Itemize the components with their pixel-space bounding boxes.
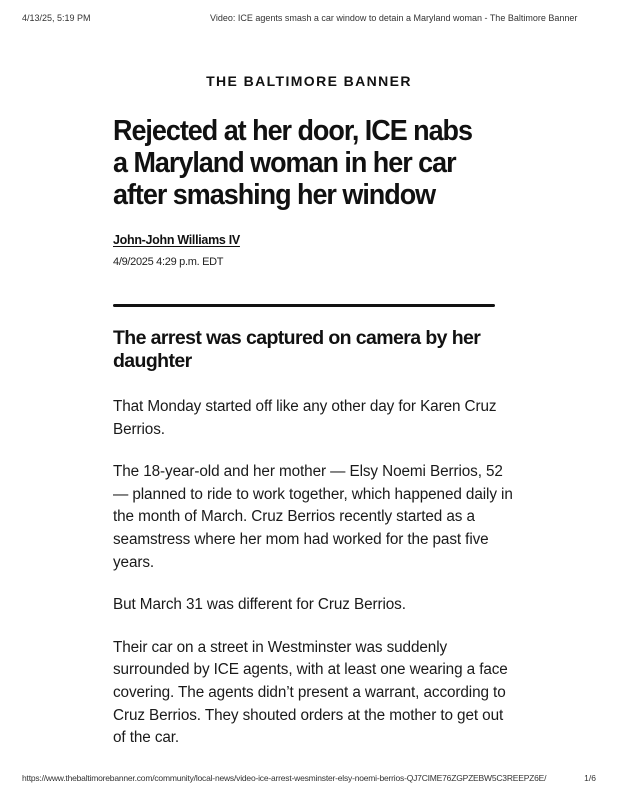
page-indicator: 1/6	[584, 773, 596, 783]
masthead-logo[interactable]: THE BALTIMORE BANNER	[206, 73, 412, 89]
body-paragraph: The 18-year-old and her mother — Elsy Noemi Berrios, 52 — planned to ride to work together, which happened daily in the month of March. Cruz Berrios recently started as a seamstress where her mom had worked for the past five years.	[113, 463, 513, 571]
publish-timestamp: 4/9/2025 4:29 p.m. EDT	[113, 256, 224, 268]
print-url: https://www.thebaltimorebanner.com/community/local-news/video-ice-arrest-wesminster-elsy-noemi-berrios-QJ7CIME76ZGPZEBW5C3REEPZ6E/	[22, 773, 547, 783]
body-paragraph: That Monday started off like any other day for Karen Cruz Berrios.	[113, 398, 497, 438]
article-subheadline: The arrest was captured on camera by her daughter	[113, 327, 481, 372]
article-body	[113, 396, 513, 770]
section-divider	[113, 304, 495, 307]
author-byline-link[interactable]: John-John Williams IV	[113, 233, 240, 247]
body-paragraph: Their car on a street in Westminster was suddenly surrounded by ICE agents, with at least one wearing a face covering. The agents didn’t present a warrant, according to Cruz Berrios. They shouted orders at the mother to get out of the car.	[113, 638, 508, 747]
print-datetime: 4/13/25, 5:19 PM	[22, 13, 91, 23]
body-paragraph: But March 31 was different for Cruz Berrios.	[113, 596, 406, 614]
print-document-title: Video: ICE agents smash a car window to detain a Maryland woman - The Baltimore Banner	[210, 13, 578, 23]
article-headline: Rejected at her door, ICE nabs a Maryland woman in her car after smashing her window	[113, 115, 472, 211]
